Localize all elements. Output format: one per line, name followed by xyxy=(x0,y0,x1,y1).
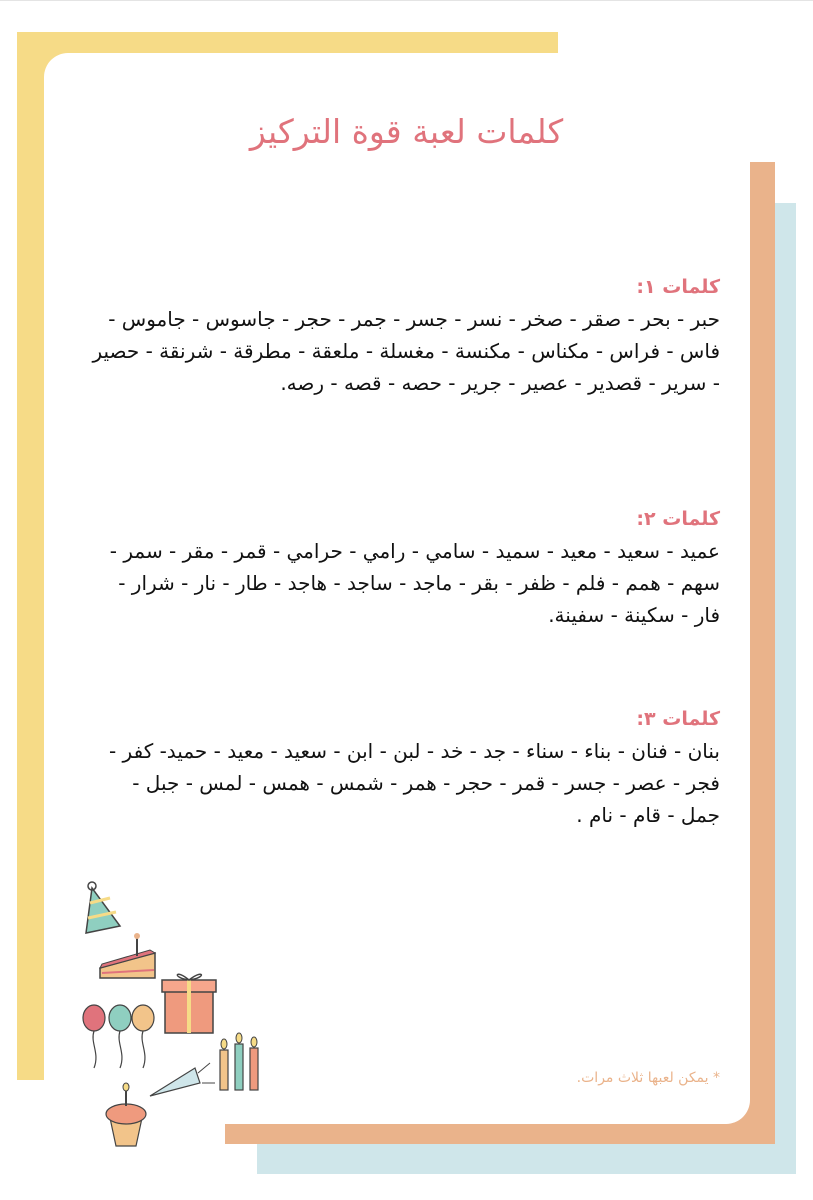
section-heading: كلمات ٣: xyxy=(636,708,720,730)
section-words: حبر - بحر - صقر - صخر - نسر - جسر - جمر - حجر - جاسوس - جاموس - فاس - فراس - مكناس - مكنسة - مغسلة - ملعقة - مطرقة - شرنقة - حصير - سرير - قصدير - عصير - جرير - حصه - قصه - رصه. xyxy=(92,307,720,395)
section-heading: كلمات ٢: xyxy=(636,508,720,530)
section-words: بنان - فنان - بناء - سناء - جد - خد - لبن - ابن - سعيد - معيد - حميد- كفر - فجر - عصر - جسر - قمر - حجر - همر - شمس - همس - لمس - جبل - جمل - قام - نام . xyxy=(108,739,720,827)
top-border-line xyxy=(0,0,813,1)
section-words: عميد - سعيد - معيد - سميد - سامي - رامي - حرامي - قمر - مقر - سمر - سهم - همم - فلم - ظفر - بقر - ماجد - ساجد - هاجد - طار - نار - شرار - فار - سكينة - سفينة. xyxy=(109,539,720,627)
gift-box-icon xyxy=(162,974,216,1033)
candles-icon xyxy=(220,1033,258,1090)
word-section-2 xyxy=(90,505,720,631)
party-decoration xyxy=(80,878,280,1158)
section-heading: كلمات ١: xyxy=(636,276,720,298)
footnote: * يمكن لعبها ثلاث مرات. xyxy=(576,1070,720,1086)
party-horn-icon xyxy=(150,1063,215,1096)
word-section-1 xyxy=(90,273,720,399)
cupcake-icon xyxy=(106,1083,146,1146)
cake-slice-icon xyxy=(100,933,155,978)
party-hat-icon xyxy=(86,882,120,933)
word-section-3 xyxy=(90,705,720,831)
balloons-icon xyxy=(83,1005,154,1068)
page-title: كلمات لعبة قوة التركيز xyxy=(249,112,564,151)
